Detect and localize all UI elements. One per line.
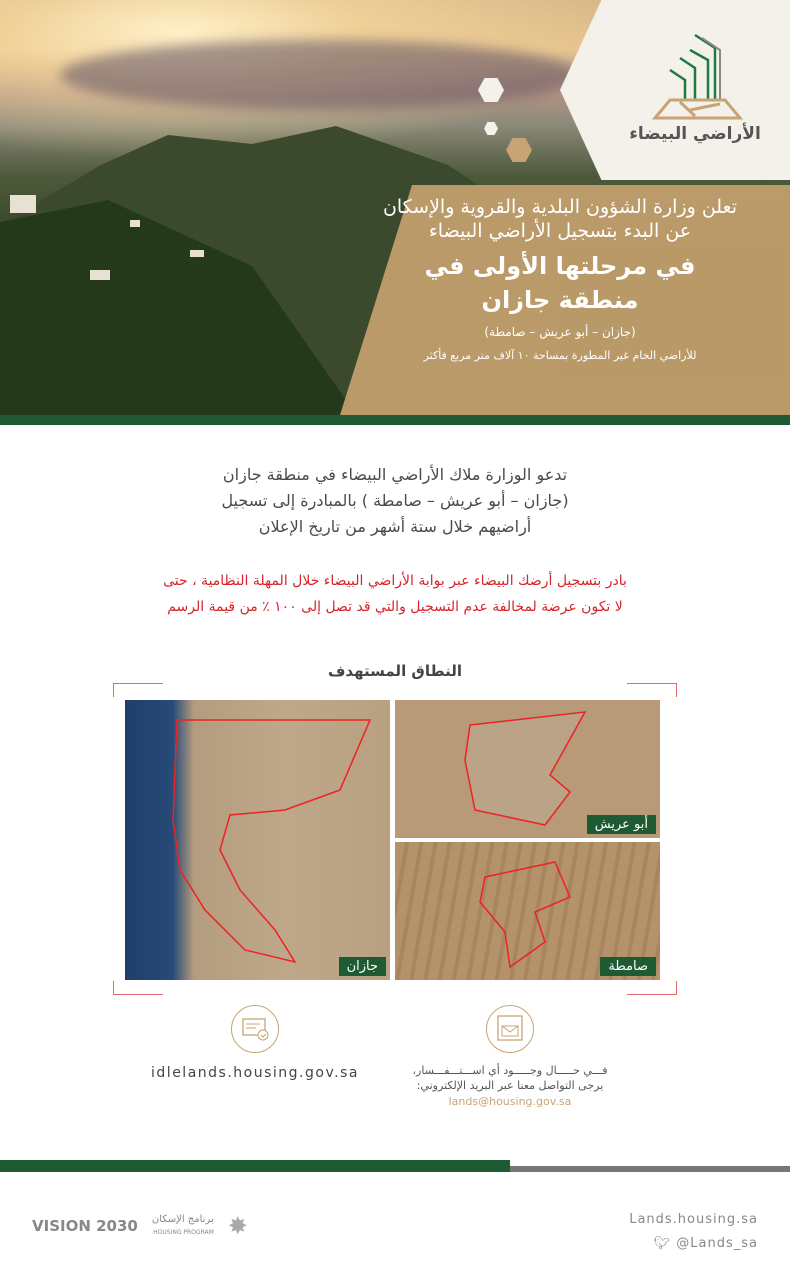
housing-program-logo bbox=[152, 1213, 214, 1239]
idle-lands-logo bbox=[625, 30, 765, 144]
vision-2030-logo: VISION 2030 bbox=[32, 1217, 138, 1235]
announcement-line-2: عن البدء بتسجيل الأراضي البيضاء bbox=[428, 220, 692, 242]
housing-program-ar: برنامج الإسكان bbox=[151, 1214, 214, 1225]
divider-bar bbox=[0, 415, 790, 425]
map-samtah[interactable] bbox=[395, 842, 660, 980]
map-label-jazan: جازان bbox=[339, 957, 386, 976]
hero-banner bbox=[0, 0, 790, 415]
cities-text: (جازان – أبو عريش – صامطة) bbox=[484, 325, 636, 339]
frame-corner bbox=[627, 981, 677, 995]
frame-corner bbox=[113, 981, 163, 995]
enquiry-line-1: فـــي حـــــال وجـــــود أي اســـتـــفـــسار، bbox=[412, 1064, 608, 1077]
map-jazan[interactable] bbox=[125, 700, 390, 980]
housing-program-en: HOUSING PROGRAM bbox=[153, 1229, 214, 1236]
announcement-line-1: تعلن وزارة الشؤون البلدية والقروية والإسكان bbox=[382, 196, 738, 218]
building bbox=[10, 195, 36, 213]
announcement-text bbox=[350, 195, 770, 362]
twitter-link[interactable] bbox=[629, 1232, 758, 1256]
enquiry-line-2: يرجى التواصل معنا عبر البريد الإلكتروني: bbox=[416, 1079, 604, 1092]
frame-corner bbox=[113, 683, 163, 697]
email-icon bbox=[486, 1005, 534, 1053]
warning-text bbox=[0, 568, 790, 620]
frame-corner bbox=[627, 683, 677, 697]
footer-links bbox=[629, 1208, 758, 1256]
invitation-line: تدعو الوزارة ملاك الأراضي البيضاء في منطقة جازان bbox=[222, 465, 568, 484]
warning-line: بادر بتسجيل أرضك البيضاء عبر بوابة الأراضي البيضاء خلال المهلة النظامية ، حتى bbox=[163, 573, 627, 589]
building bbox=[90, 270, 110, 280]
headline-line-2: منطقة جازان bbox=[481, 286, 639, 314]
partner-logos bbox=[32, 1212, 248, 1240]
area-note: للأراضي الخام غير المطورة بمساحة ١٠ آلاف متر مربع فأكثر bbox=[423, 349, 697, 362]
map-label-abu-arish: أبو عريش bbox=[587, 815, 656, 834]
warning-line: لا تكون عرضة لمخالفة عدم التسجيل والتي قد تصل إلى ١٠٠ ٪ من قيمة الرسم bbox=[167, 599, 623, 615]
invitation-text bbox=[0, 462, 790, 540]
twitter-icon: 🐦︎ bbox=[653, 1236, 677, 1251]
email-link[interactable]: lands@housing.gov.sa bbox=[448, 1095, 572, 1108]
email-contact bbox=[390, 1005, 630, 1108]
footer-bar-green bbox=[0, 1160, 510, 1172]
invitation-line: (جازان – أبو عريش – صامطة ) بالمبادرة إلى تسجيل bbox=[221, 491, 569, 510]
jazan-boundary bbox=[125, 700, 390, 980]
building bbox=[130, 220, 140, 227]
portal-link[interactable]: idlelands.housing.gov.sa bbox=[151, 1065, 359, 1081]
website-link[interactable]: Lands.housing.sa bbox=[629, 1212, 758, 1227]
saudi-emblem-icon: ✸ bbox=[227, 1212, 248, 1240]
map-abu-arish[interactable] bbox=[395, 700, 660, 838]
cloud bbox=[60, 40, 580, 110]
building bbox=[190, 250, 204, 257]
portal-contact bbox=[150, 1005, 360, 1081]
logo-text: الأراضي البيضاء bbox=[629, 124, 761, 144]
footer-bar-gray bbox=[510, 1166, 790, 1172]
twitter-handle: @Lands_sa bbox=[676, 1236, 758, 1251]
scope-title: النطاق المستهدف bbox=[328, 662, 462, 680]
headline-line-1: في مرحلتها الأولى في bbox=[424, 252, 696, 280]
computer-check-icon bbox=[231, 1005, 279, 1053]
invitation-line: أراضيهم خلال ستة أشهر من تاريخ الإعلان bbox=[258, 517, 532, 536]
buildings-logo-icon bbox=[640, 30, 750, 120]
map-label-samtah: صامطة bbox=[600, 957, 656, 976]
